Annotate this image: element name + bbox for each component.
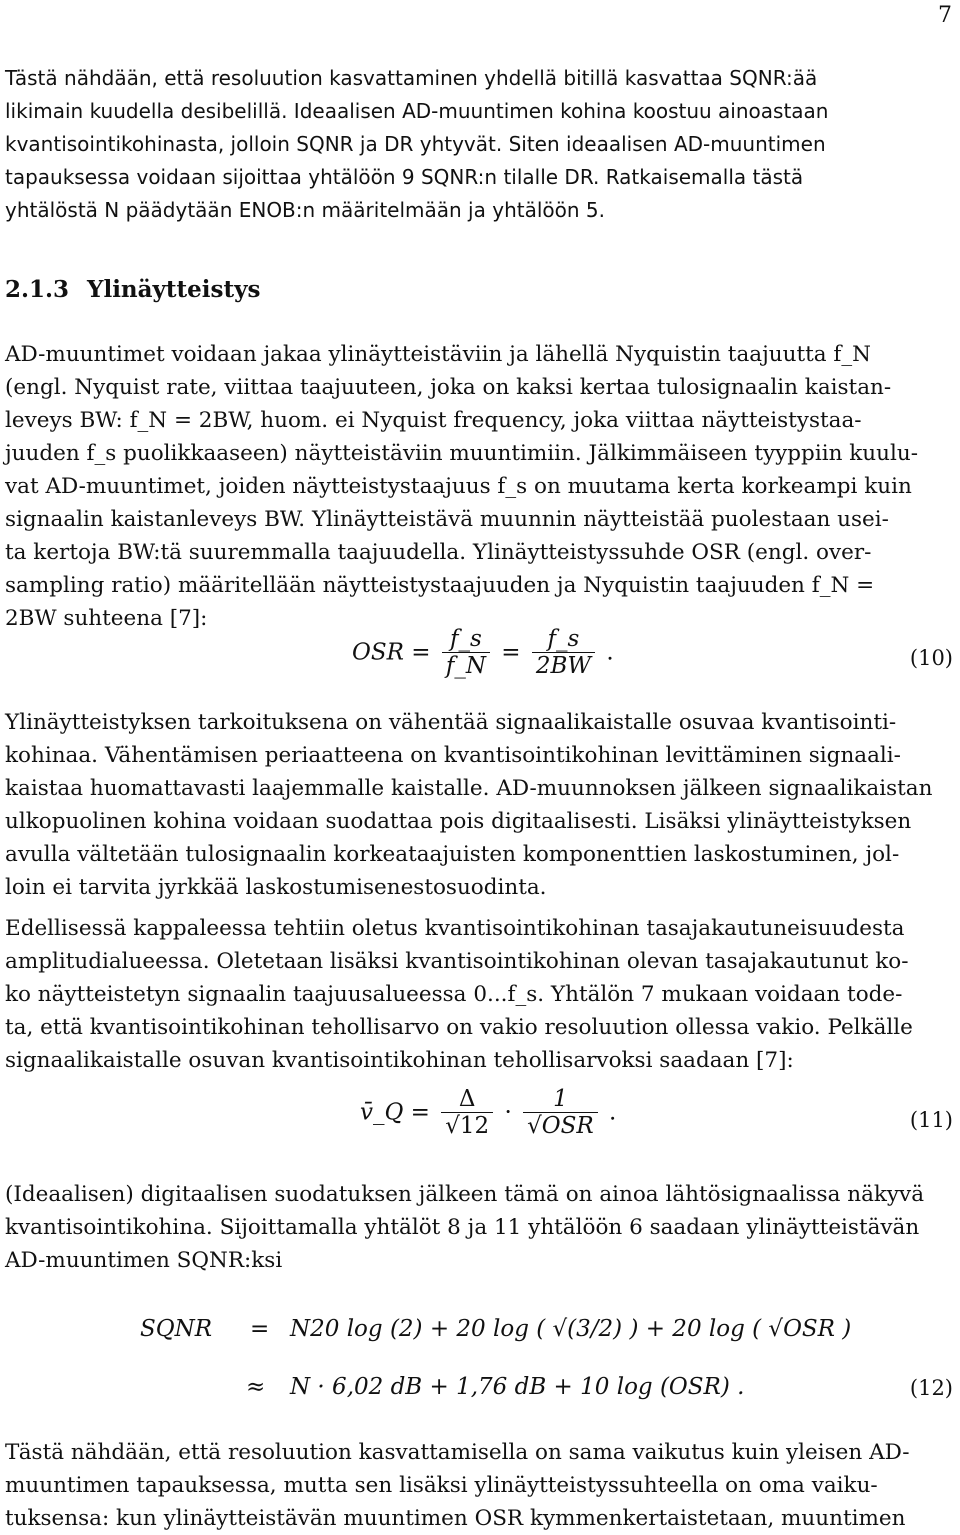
text-line: Tästä nähdään, että resoluution kasvattaminen yhdellä bitillä kasvattaa SQNR:ää <box>5 66 818 90</box>
text-line: Edellisessä kappaleessa tehtiin oletus kvantisointikohinan tasajakautuneisuudesta <box>5 916 905 941</box>
text-line: avulla vältetään tulosignaalin korkeataajuisten komponenttien laskostuminen, jol- <box>5 842 900 867</box>
equation-number: (10) <box>909 646 953 670</box>
text-line: tuksensa: kun ylinäytteistävän muuntimen OSR kymmenkertaistetaan, muuntimen <box>5 1506 906 1531</box>
text-line: kaistaa huomattavasti laajemmalle kaistalle. AD-muunnoksen jälkeen signaalikaistan <box>5 776 933 801</box>
equation-number: (12) <box>909 1376 953 1400</box>
eq11-lhs: v̄_Q = <box>360 1099 430 1126</box>
section-number: 2.1.3 <box>5 276 70 303</box>
text-line: Tästä nähdään, että resoluution kasvattamisella on sama vaikutus kuin yleisen AD- <box>5 1440 910 1465</box>
equation-number: (11) <box>909 1108 953 1132</box>
text-line: (Ideaalisen) digitaalisen suodatuksen jälkeen tämä on ainoa lähtösignaalissa näkyvä <box>5 1182 925 1207</box>
text-line: sampling ratio) määritellään näytteistystaajuuden ja Nyquistin taajuuden f_N = <box>5 573 875 598</box>
text-line: kvantisointikohina. Sijoittamalla yhtälöt 8 ja 11 yhtälöön 6 saadaan ylinäytteistävän <box>5 1215 920 1240</box>
eq10-fraction-2 <box>532 626 595 679</box>
eq12-row2-rhs: N · 6,02 dB + 1,76 dB + 10 log (OSR) . <box>290 1374 745 1400</box>
eq10-num1: f_s <box>442 626 490 653</box>
paragraph-noise <box>5 912 955 1077</box>
eq10-period: . <box>606 639 614 666</box>
eq11-fraction-1 <box>441 1086 493 1139</box>
text-line: signaalin kaistanleveys BW. Ylinäytteistävä muunnin näytteistää puolestaan usei- <box>5 507 889 532</box>
text-line: signaalikaistalle osuvan kvantisointikohinan tehollisarvoksi saadaan [7]: <box>5 1048 794 1073</box>
text-line: ta kertoja BW:tä suuremmalla taajuudella. Ylinäytteistyssuhde OSR (engl. over- <box>5 540 872 565</box>
paragraph-oversampling <box>5 338 955 635</box>
text-line: kohinaa. Vähentämisen periaatteena on kvantisointikohinan levittäminen signaali- <box>5 743 901 768</box>
section-heading <box>5 276 260 303</box>
text-line: yhtälöstä N päädytään ENOB:n määritelmään ja yhtälöön 5. <box>5 198 605 222</box>
eq11-num2: 1 <box>523 1086 598 1113</box>
page-number: 7 <box>938 3 952 28</box>
eq12-row2-relation: ≈ <box>246 1374 266 1400</box>
eq11-dot: · <box>504 1099 512 1126</box>
paragraph-filtering <box>5 1178 955 1277</box>
text-line: likimain kuudella desibelillä. Ideaalisen AD-muuntimen kohina koostuu ainoastaan <box>5 99 829 123</box>
eq11-num1: Δ <box>441 1086 493 1113</box>
section-title: Ylinäytteistys <box>87 276 261 303</box>
text-line: vat AD-muuntimet, joiden näytteistystaajuus f_s on muutama kerta korkeampi kuin <box>5 474 912 499</box>
text-line: (engl. Nyquist rate, viittaa taajuuteen, joka on kaksi kertaa tulosignaalin kaistan- <box>5 375 892 400</box>
text-line: ta, että kvantisointikohinan tehollisarvo on vakio resoluution ollessa vakio. Pelkälle <box>5 1015 913 1040</box>
eq10-equals: = <box>501 639 521 666</box>
eq10-lhs: OSR = <box>352 639 431 666</box>
text-line: kvantisointikohinasta, jolloin SQNR ja DR yhtyvät. Siten ideaalisen AD-muuntimen <box>5 132 826 156</box>
text-line: amplitudialueessa. Oletetaan lisäksi kvantisointikohinan olevan tasajakautunut ko- <box>5 949 909 974</box>
text-line: ulkopuolinen kohina voidaan suodattaa pois digitaalisesti. Lisäksi ylinäytteistyksen <box>5 809 912 834</box>
text-line: leveys BW: f_N = 2BW, huom. ei Nyquist frequency, joka viittaa näytteistystaa- <box>5 408 862 433</box>
text-line: muuntimen tapauksessa, mutta sen lisäksi ylinäytteistyssuhteella on oma vaiku- <box>5 1473 878 1498</box>
text-line: ko näytteistetyn signaalin taajuusalueessa 0...f_s. Yhtälön 7 mukaan voidaan tode- <box>5 982 903 1007</box>
text-line: tapauksessa voidaan sijoittaa yhtälöön 9 SQNR:n tilalle DR. Ratkaisemalla tästä <box>5 165 804 189</box>
equation-10 <box>0 626 955 696</box>
eq11-den1: √12 <box>445 1113 490 1139</box>
eq12-row1-lhs: SQNR <box>140 1316 213 1342</box>
equation-12 <box>0 1300 955 1410</box>
text-line: Ylinäytteistyksen tarkoituksena on vähentää signaalikaistalle osuvaa kvantisointi- <box>5 710 897 735</box>
eq10-den2: 2BW <box>535 653 592 679</box>
paragraph-conclusion <box>5 1436 955 1535</box>
equation-11 <box>0 1086 955 1160</box>
paragraph-intro <box>5 62 955 227</box>
paragraph-purpose <box>5 706 955 904</box>
text-line: 2BW suhteena [7]: <box>5 606 208 631</box>
eq12-row1-rhs: N20 log (2) + 20 log ( √(3/2) ) + 20 log ( √OSR ) <box>290 1316 852 1342</box>
text-line: juuden f_s puolikkaaseen) näytteistäviin muuntimiin. Jälkimmäiseen tyyppiin kuulu- <box>5 441 918 466</box>
eq11-fraction-2 <box>523 1086 598 1139</box>
eq10-den1: f_N <box>445 653 486 679</box>
eq10-fraction-1 <box>442 626 490 679</box>
text-line: AD-muuntimen SQNR:ksi <box>5 1248 283 1273</box>
eq12-row1-relation: = <box>250 1316 270 1342</box>
text-line: AD-muuntimet voidaan jakaa ylinäytteistäviin ja lähellä Nyquistin taajuutta f_N <box>5 342 871 367</box>
eq10-num2: f_s <box>532 626 595 653</box>
eq11-den2: √OSR <box>527 1113 594 1139</box>
text-line: loin ei tarvita jyrkkää laskostumisenestosuodinta. <box>5 875 547 900</box>
eq11-period: . <box>609 1099 617 1126</box>
